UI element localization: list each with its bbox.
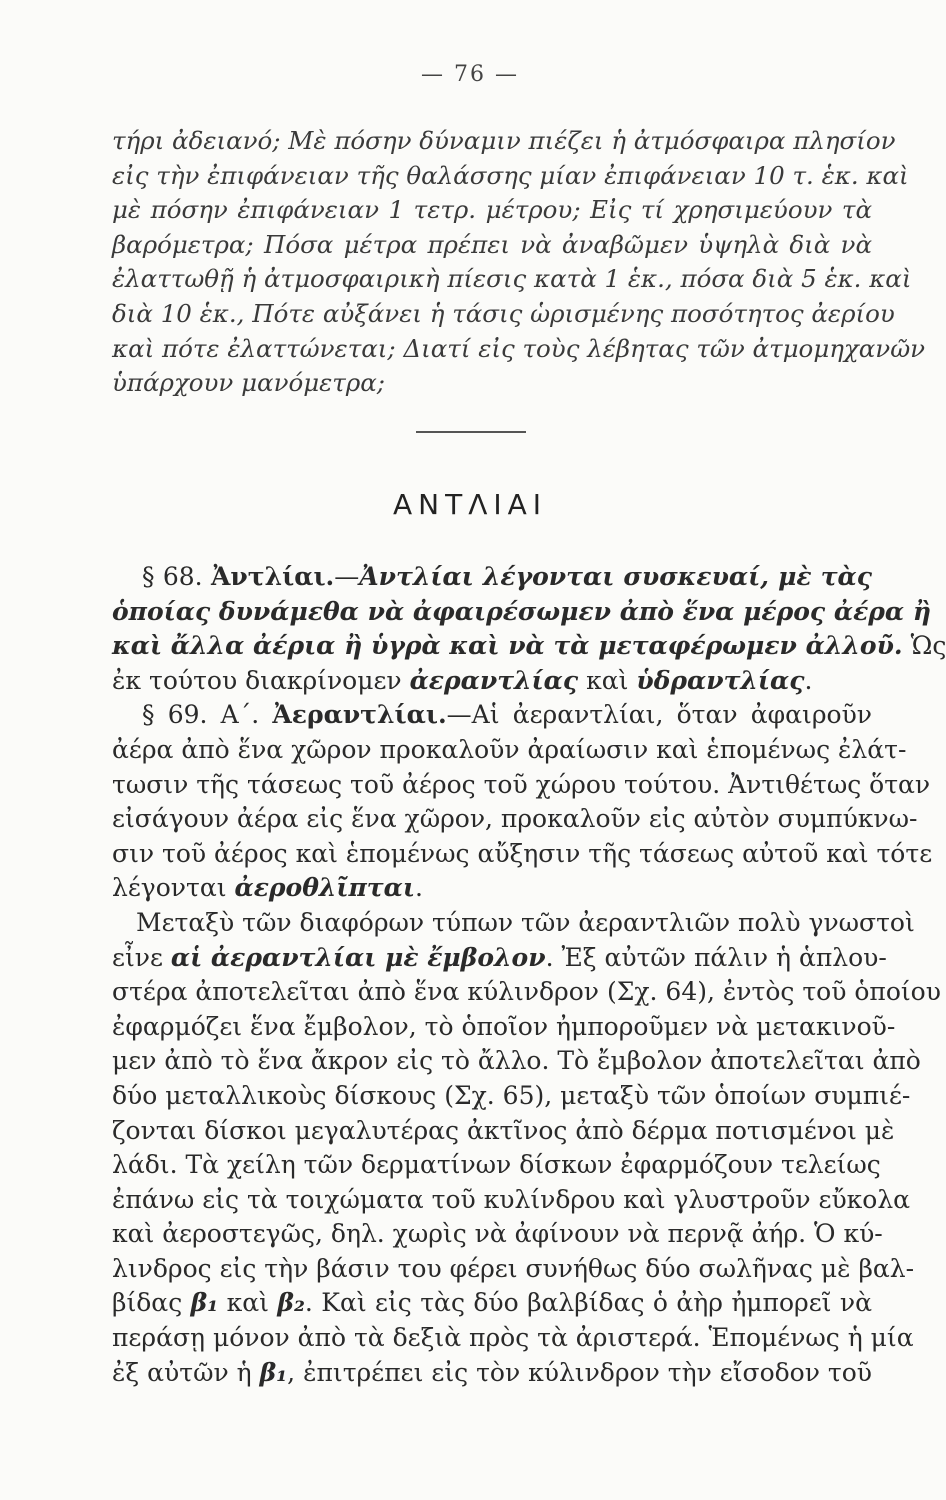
section-title: ΑΝΤΛΙΑΙ <box>392 488 548 521</box>
paragraph-69-line-6 <box>112 871 872 906</box>
main-text <box>112 560 946 1390</box>
question-line: διὰ 10 ἑκ., Πότε αὐξάνει ἡ τάσις ὡρισμένης ποσότητος ἀερίου <box>112 298 895 328</box>
text-run: ἐξ αὐτῶν ἡ <box>112 1357 252 1387</box>
section-heading: Ἀεραντλίαι. <box>272 700 447 730</box>
valve-label-b1: β₁ <box>190 1288 219 1318</box>
text-run: —Αἱ ἀεραντλίαι, ὅταν ἀφαιροῦν <box>446 700 872 730</box>
paragraph-70-line-7: ζονται δίσκοι μεγαλυτέρας ἀκτῖνος ἀπὸ δέρμα ποτισμένοι μὲ <box>112 1115 895 1145</box>
paragraph-70-line-12 <box>112 1286 872 1321</box>
section-divider <box>416 431 526 433</box>
text-run: βίδας <box>112 1288 183 1318</box>
paragraph-69-line-4: εἰσάγουν ἀέρα εἰς ἕνα χῶρον, προκαλοῦν εἰς αὐτὸν συμπύκνω- <box>112 804 918 834</box>
section-number: § 69. Α΄. <box>142 700 260 730</box>
definition-text: Ἀντλίαι λέγονται συσκευαί, μὲ τὰς <box>359 562 872 591</box>
definition-text: ὁποίας δυνάμεθα νὰ ἀφαιρέσωμεν ἀπὸ ἕνα μέρος ἀέρα ἢ <box>112 596 932 626</box>
text-run: . Καὶ εἰς τὰς δύο βαλβίδας ὁ ἀὴρ ἠμπορεῖ νὰ <box>304 1288 872 1318</box>
paragraph-70-line-10: καὶ ἀεροστεγῶς, δηλ. χωρὶς νὰ ἀφίνουν νὰ περνᾷ ἀήρ. Ὁ κύ- <box>112 1219 883 1249</box>
text-run: καὶ <box>226 1288 269 1318</box>
text-run: . Ἐξ αὐτῶν πάλιν ἡ ἁπλου- <box>545 942 887 972</box>
question-line: ἐλαττωθῇ ἡ ἀτμοσφαιρικὴ πίεσις κατὰ 1 ἑκ., πόσα διὰ 5 ἑκ. καὶ <box>112 264 912 294</box>
paragraph-70-line-2 <box>112 941 887 976</box>
text-run: ἐκ τούτου διακρίνομεν <box>112 665 402 695</box>
term-ydrantlias: ὑδραντλίας <box>636 665 805 695</box>
paragraph-68-line-1 <box>112 560 872 595</box>
section-number: § 68. <box>142 562 203 591</box>
paragraph-68-line-2 <box>112 595 932 630</box>
section-heading: Ἀντλίαι. <box>211 562 335 591</box>
term-aerantlias: ἀεραντλίας <box>409 665 579 695</box>
question-line: καὶ πότε ἐλαττώνεται; Διατί εἰς τοὺς λέβητας τῶν ἀτμομηχανῶν <box>112 333 926 363</box>
valve-label-b2: β₂ <box>277 1288 305 1318</box>
review-questions <box>112 124 926 401</box>
definition-text: καὶ ἄλλα ἀέρια ἢ ὑγρὰ καὶ νὰ τὰ μεταφέρωμεν ἀλλοῦ. <box>112 631 903 661</box>
question-line: μὲ πόσην ἐπιφάνειαν 1 τετρ. μέτρου; Εἰς τί χρησιμεύουν τὰ <box>112 195 872 225</box>
question-line: τήρι ἀδειανό; Μὲ πόσην δύναμιν πιέζει ἡ ἀτμόσφαιρα πλησίον <box>112 126 896 155</box>
paragraph-70-line-6: δύο μεταλλικοὺς δίσκους (Σχ. 65), μεταξὺ τῶν ὁποίων συμπιέ- <box>112 1080 911 1110</box>
paragraph-70-line-5: μεν ἀπὸ τὸ ἕνα ἄκρον εἰς τὸ ἄλλο. Τὸ ἔμβολον ἀποτελεῖται ἀπὸ <box>112 1046 921 1076</box>
paragraph-70-line-3: στέρα ἀποτελεῖται ἀπὸ ἕνα κύλινδρον (Σχ. 64), ἐντὸς τοῦ ὁποίου <box>112 977 941 1007</box>
text-run: . <box>804 665 813 695</box>
paragraph-69-line-1 <box>112 698 872 733</box>
text-run: Ὡς <box>910 631 946 661</box>
question-line: ὑπάρχουν μανόμετρα; <box>112 368 386 398</box>
question-line: βαρόμετρα; Πόσα μέτρα πρέπει νὰ ἀναβῶμεν ὑψηλὰ διὰ νὰ <box>112 229 872 259</box>
text-run: , ἐπιτρέπει εἰς τὸν κύλινδρον τὴν εἴσοδον τοῦ <box>287 1357 872 1387</box>
paragraph-70-line-8: λάδι. Τὰ χείλη τῶν δερματίνων δίσκων ἐφαρμόζουν τελείως <box>112 1150 881 1180</box>
paragraph-70-line-4: ἐφαρμόζει ἕνα ἔμβολον, τὸ ὁποῖον ἠμποροῦμεν νὰ μετακινοῦ- <box>112 1011 896 1041</box>
paragraph-69-line-3: τωσιν τῆς τάσεως τοῦ ἀέρος τοῦ χώρου τούτου. Ἀντιθέτως ὅταν <box>112 769 931 799</box>
paragraph-70-line-11: λινδρος εἰς τὴν βάσιν του φέρει συνήθως δύο σωλῆνας μὲ βαλ- <box>112 1253 915 1283</box>
paragraph-69-line-2: ἀέρα ἀπὸ ἕνα χῶρον προκαλοῦν ἀραίωσιν καὶ ἑπομένως ἐλάτ- <box>112 734 907 764</box>
text-run: . <box>414 873 423 903</box>
paragraph-70-line-14 <box>112 1356 872 1391</box>
em-dash: — <box>334 562 360 591</box>
term-piston-pumps: αἱ ἀεραντλίαι μὲ ἔμβολον <box>170 942 546 972</box>
valve-label-b1: β₁ <box>259 1357 288 1387</box>
text-run: λέγονται <box>112 873 227 903</box>
page-number: — 76 — <box>421 62 519 87</box>
paragraph-70-line-13: περάσῃ μόνον ἀπὸ τὰ δεξιὰ πρὸς τὰ ἀριστερά. Ἑπομένως ἡ μία <box>112 1323 914 1353</box>
paragraph-69-line-5: σιν τοῦ ἀέρος καὶ ἑπομένως αὔξησιν τῆς τάσεως αὐτοῦ καὶ τότε <box>112 838 933 868</box>
paragraph-68-line-4 <box>112 664 872 699</box>
paragraph-70-line-1: Μεταξὺ τῶν διαφόρων τύπων τῶν ἀεραντλιῶν πολὺ γνωστοὶ <box>136 907 915 937</box>
text-run: καὶ <box>586 665 629 695</box>
paragraph-70-line-9: ἐπάνω εἰς τὰ τοιχώματα τοῦ κυλίνδρου καὶ γλυστροῦν εὔκολα <box>112 1184 911 1214</box>
term-aerothliptai: ἀεροθλῖπται <box>234 873 415 903</box>
question-line: εἰς τὴν ἐπιφάνειαν τῆς θαλάσσης μίαν ἐπιφάνειαν 10 τ. ἑκ. καὶ <box>112 160 909 190</box>
paragraph-68-line-3 <box>112 629 946 664</box>
text-run: εἶνε <box>112 942 163 972</box>
